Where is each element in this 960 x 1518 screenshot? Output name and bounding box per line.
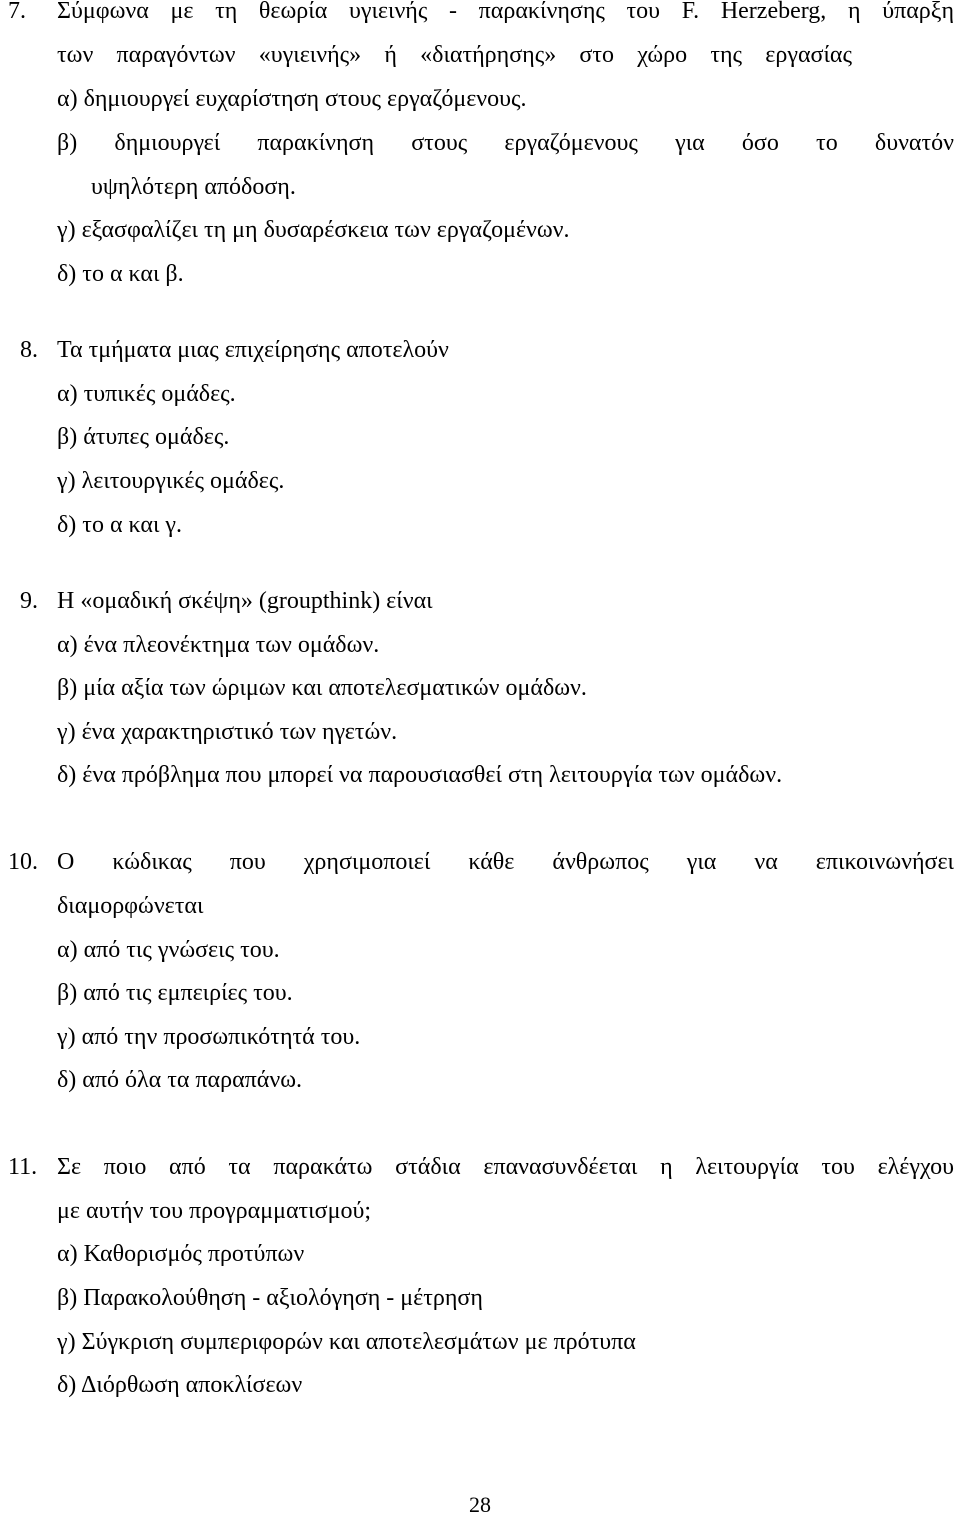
answer-option: β) από τις εμπειρίες του.: [57, 980, 293, 1006]
question-number: 11.: [8, 1154, 38, 1180]
answer-option: α) από τις γνώσεις του.: [57, 937, 280, 963]
page-number: 28: [469, 1492, 491, 1517]
answer-option: γ) Σύγκριση συμπεριφορών και αποτελεσμάτων με πρότυπα: [57, 1329, 636, 1355]
answer-option: δ) από όλα τα παραπάνω.: [57, 1067, 303, 1093]
question-number: 9.: [20, 588, 38, 614]
answer-option: δ) ένα πρόβλημα που μπορεί να παρουσιασθεί στη λειτουργία των ομάδων.: [57, 762, 783, 788]
answer-option: β) άτυπες ομάδες.: [57, 424, 230, 450]
question-stem-line: των παραγόντων «υγιεινής» ή «διατήρησης» στο χώρο της εργασίας: [57, 42, 852, 68]
question-stem-line: Ο κώδικας που χρησιμοποιεί κάθε άνθρωπος για να επικοινωνήσει: [57, 849, 954, 875]
question-stem-line: Σύμφωνα με τη θεωρία υγιεινής - παρακίνησης του F. Herzeberg, η ύπαρξη: [57, 0, 954, 24]
answer-option: α) δημιουργεί ευχαρίστηση στους εργαζόμενους.: [57, 86, 527, 112]
question-stem-line: Τα τμήματα μιας επιχείρησης αποτελούν: [57, 337, 449, 363]
question-stem-line: διαμορφώνεται: [57, 893, 204, 919]
answer-option: γ) εξασφαλίζει τη μη δυσαρέσκεια των εργαζομένων.: [57, 217, 570, 243]
answer-option: α) ένα πλεονέκτημα των ομάδων.: [57, 632, 380, 658]
answer-option: δ) Διόρθωση αποκλίσεων: [57, 1372, 303, 1398]
question-stem-line: με αυτήν του προγραμματισμού;: [57, 1198, 371, 1224]
answer-option-continuation: υψηλότερη απόδοση.: [91, 174, 296, 200]
answer-option: δ) το α και γ.: [57, 512, 183, 538]
answer-option: β) μία αξία των ώριμων και αποτελεσματικών ομάδων.: [57, 675, 587, 701]
answer-option: γ) ένα χαρακτηριστικό των ηγετών.: [57, 719, 398, 745]
question-stem-line: Σε ποιο από τα παρακάτω στάδια επανασυνδέεται η λειτουργία του ελέγχου: [57, 1154, 954, 1180]
answer-option: α) Καθορισμός προτύπων: [57, 1241, 305, 1267]
answer-option: β) δημιουργεί παρακίνηση στους εργαζόμενους για όσο το δυνατόν: [57, 130, 954, 156]
question-number: 7.: [8, 0, 26, 24]
answer-option: δ) το α και β.: [57, 261, 184, 287]
answer-option: γ) από την προσωπικότητά του.: [57, 1024, 361, 1050]
answer-option: α) τυπικές ομάδες.: [57, 381, 236, 407]
question-number: 8.: [20, 337, 38, 363]
question-stem-line: Η «ομαδική σκέψη» (groupthink) είναι: [57, 588, 433, 614]
answer-option: γ) λειτουργικές ομάδες.: [57, 468, 285, 494]
answer-option: β) Παρακολούθηση - αξιολόγηση - μέτρηση: [57, 1285, 483, 1311]
question-number: 10.: [8, 849, 38, 875]
